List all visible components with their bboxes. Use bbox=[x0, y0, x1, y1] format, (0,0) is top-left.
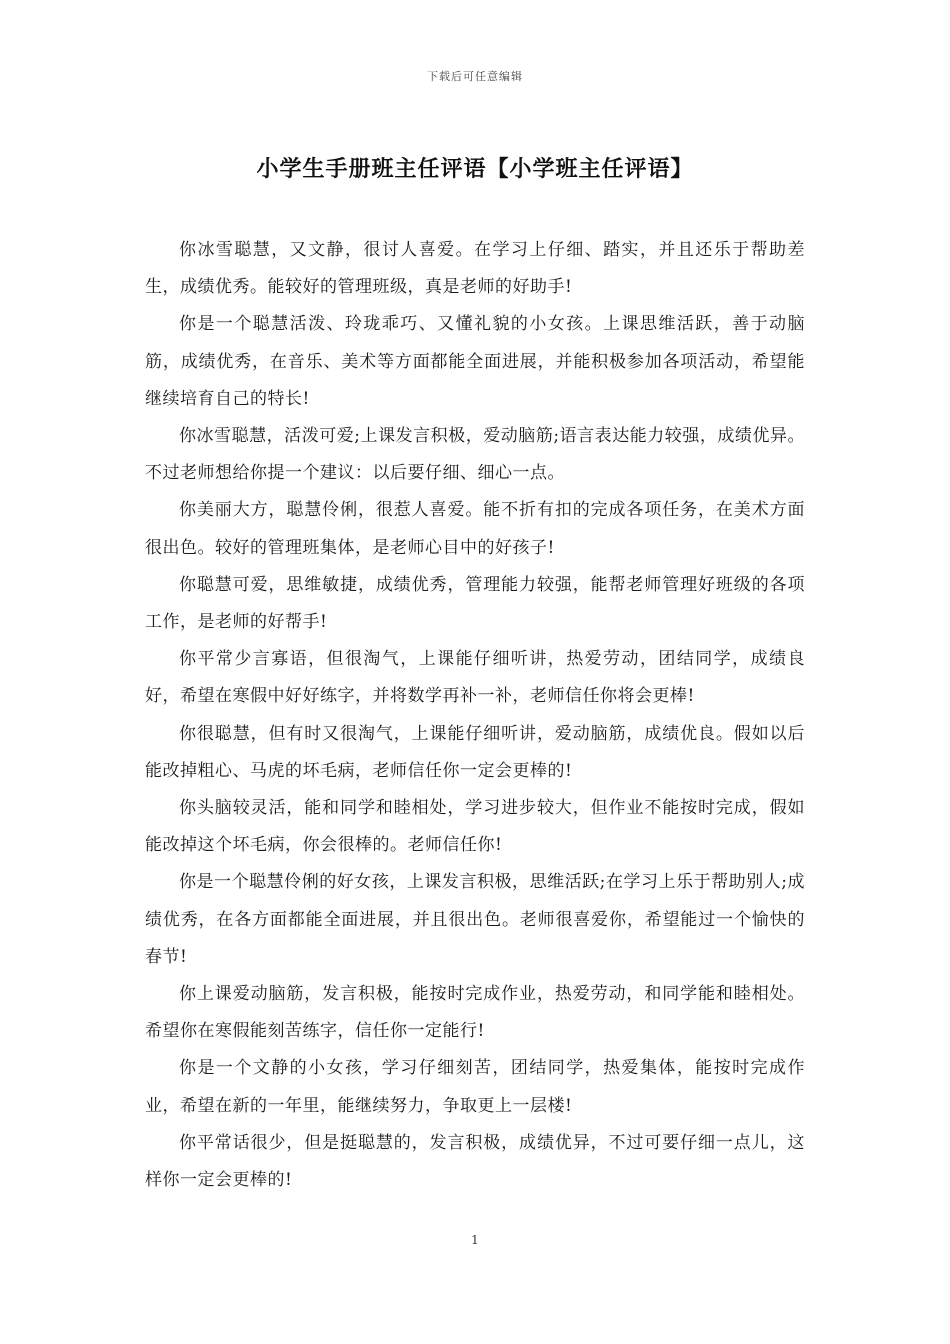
document-body bbox=[145, 232, 805, 1199]
comment-paragraph-9: 你是一个聪慧伶俐的好女孩，上课发言积极，思维活跃;在学习上乐于帮助别人;成绩优秀，在各方面都能全面进展，并且很出色。老师很喜爱你，希望能过一个愉快的春节! bbox=[145, 872, 805, 967]
comment-paragraph-2: 你是一个聪慧活泼、玲珑乖巧、又懂礼貌的小女孩。上课思维活跃，善于动脑筋，成绩优秀，在音乐、美术等方面都能全面进展，并能积极参加各项活动，希望能继续培育自己的特长! bbox=[145, 314, 805, 409]
comment-paragraph-12: 你平常话很少，但是挺聪慧的，发言积极，成绩优异，不过可要仔细一点儿，这样你一定会更棒的! bbox=[145, 1132, 805, 1191]
comment-paragraph-6: 你平常少言寡语，但很淘气，上课能仔细听讲，热爱劳动，团结同学，成绩良好，希望在寒假中好好练字，并将数学再补一补，老师信任你将会更棒! bbox=[145, 649, 805, 707]
comment-paragraph-7: 你很聪慧，但有时又很淘气，上课能仔细听讲，爱动脑筋，成绩优良。假如以后能改掉粗心、马虎的坏毛病，老师信任你一定会更棒的! bbox=[145, 723, 805, 781]
comment-paragraph-1: 你冰雪聪慧，又文静，很讨人喜爱。在学习上仔细、踏实，并且还乐于帮助差生，成绩优秀。能较好的管理班级，真是老师的好助手! bbox=[145, 240, 805, 298]
comment-paragraph-4: 你美丽大方，聪慧伶俐，很惹人喜爱。能不折有扣的完成各项任务，在美术方面很出色。较好的管理班集体，是老师心目中的好孩子! bbox=[145, 500, 805, 558]
page-number: 1 bbox=[471, 1233, 479, 1247]
comment-paragraph-10: 你上课爱动脑筋，发言积极，能按时完成作业，热爱劳动，和同学能和睦相处。希望你在寒假能刻苦练字，信任你一定能行! bbox=[145, 984, 805, 1042]
comment-paragraph-5: 你聪慧可爱，思维敏捷，成绩优秀，管理能力较强，能帮老师管理好班级的各项工作，是老师的好帮手! bbox=[145, 574, 805, 633]
comment-paragraph-8: 你头脑较灵活，能和同学和睦相处，学习进步较大，但作业不能按时完成，假如能改掉这个坏毛病，你会很棒的。老师信任你! bbox=[145, 798, 805, 856]
document-title: 小学生手册班主任评语【小学班主任评语】 bbox=[256, 156, 694, 182]
page-header-note: 下载后可任意编辑 bbox=[427, 70, 523, 83]
comment-paragraph-11: 你是一个文静的小女孩，学习仔细刻苦，团结同学，热爱集体，能按时完成作业，希望在新的一年里，能继续努力，争取更上一层楼! bbox=[145, 1058, 805, 1116]
comment-paragraph-3: 你冰雪聪慧，活泼可爱;上课发言积极，爱动脑筋;语言表达能力较强，成绩优异。不过老师想给你提一个建议：以后要仔细、细心一点。 bbox=[145, 426, 805, 484]
